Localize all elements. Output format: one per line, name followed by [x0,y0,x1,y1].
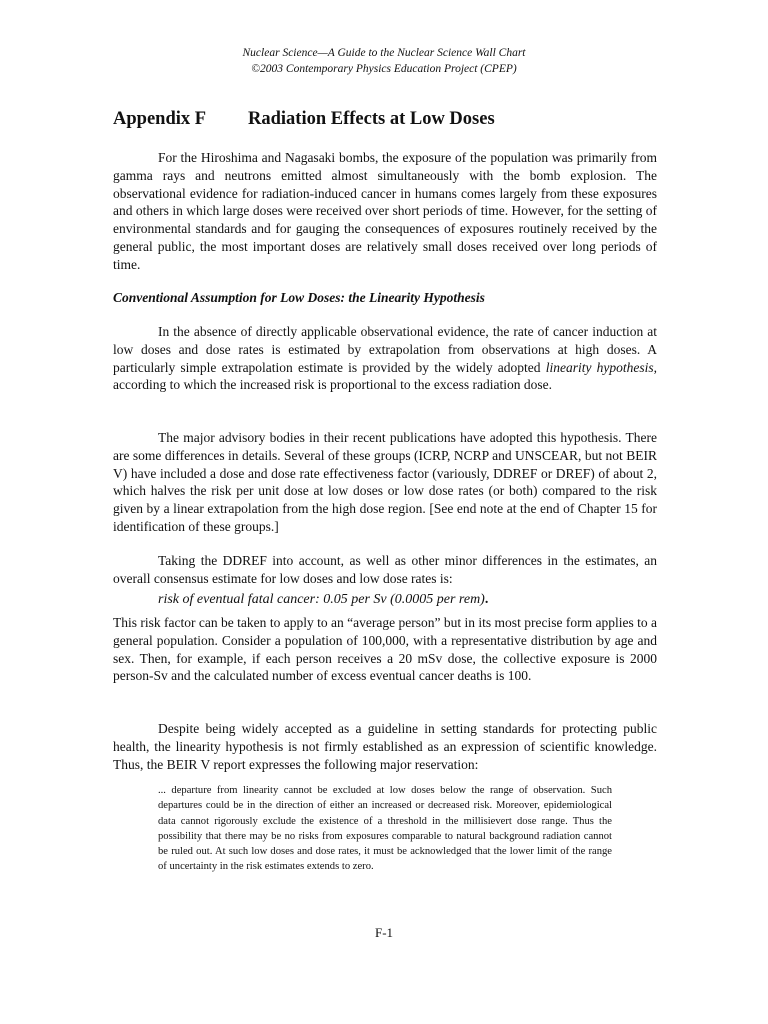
running-head-copyright: ©2003 Contemporary Physics Education Project (CPEP) [251,63,517,75]
paragraph-6: Despite being widely accepted as a guideline in setting standards for protecting public health, the linearity hypothesis is not firmly established as an expression of scientific knowledge. Thus, the BEIR V report expresses the following major reservation: [113,721,657,772]
paragraph-2-text-b: , according to which the increased risk is proportional to the excess radiation dose. [113,359,658,393]
risk-formula-period: . [484,592,489,607]
running-head-title: Nuclear Science—A Guide to the Nuclear Science Wall Chart [242,47,526,59]
paragraph-1: For the Hiroshima and Nagasaki bombs, the exposure of the population was primarily from gamma rays and neutrons emitted almost simultaneously with the bomb explosion. The observational evidence for radiation-induced cancer in humans comes largely from these exposures and others in which large doses were received over short periods of time. However, for the setting of environmental standards and for gauging the consequences of exposures routinely received by the general public, the most important doses are relatively small doses received over long periods of time. [113,150,657,272]
risk-formula [158,591,488,609]
paragraph-4: Taking the DDREF into account, as well as other minor differences in the estimates, an overall consensus estimate for low doses and low dose rates is: [113,553,657,586]
page-title [113,107,495,131]
block-quote: ... departure from linearity cannot be excluded at low doses below the range of observation. Such departures could be in the direction of either an increased or decreased risk. Moreover, epidemiological data cannot rigorously exclude the existence of a threshold in the millisievert dose range. Thus the possibility that there may be no risks from exposures comparable to natural background radiation cannot be ruled out. At such low doses and dose rates, it must be acknowledged that the lower limit of the range of uncertainty in the risk estimates extends to zero. [158,785,612,873]
section-subheading: Conventional Assumption for Low Doses: the Linearity Hypothesis [113,290,485,305]
page-number: F-1 [374,925,394,940]
paragraph-2-text-a: In the absence of directly applicable observational evidence, the rate of cancer induction at low doses and dose rates is estimated by extrapolation from observations at high doses. A particularly simple extrapolation estimate is provided by the widely adopted [113,324,657,375]
appendix-label: Appendix F [113,109,207,129]
paragraph-5: This risk factor can be taken to apply to an “average person” but in its most precise form applies to a general population. Consider a population of 100,000, with a representative distribution by age and sex. Then, for example, if each person receives a 20 mSv dose, the collective exposure is 2000 person-Sv and the calculated number of excess eventual cancer deaths is 100. [113,615,657,684]
paragraph-3: The major advisory bodies in their recent publications have adopted this hypothesis. There are some differences in details. Several of these groups (ICRP, NCRP and UNSCEAR, but not BEIR V) have included a dose and dose rate effectiveness factor (variously, DDREF or DREF) of about 2, which halves the risk per unit dose at low doses or low dose rates (or both) compared to the risk given by a linear extrapolation from the high dose region. [See end note at the end of Chapter 15 for identification of these groups.] [113,430,657,534]
appendix-title: Radiation Effects at Low Doses [248,109,495,129]
paragraph-2 [113,323,657,394]
risk-formula-text: risk of eventual fatal cancer: 0.05 per Sv (0.0005 per rem) [158,592,485,607]
paragraph-2-emphasis: linearity hypothesis [545,359,654,375]
